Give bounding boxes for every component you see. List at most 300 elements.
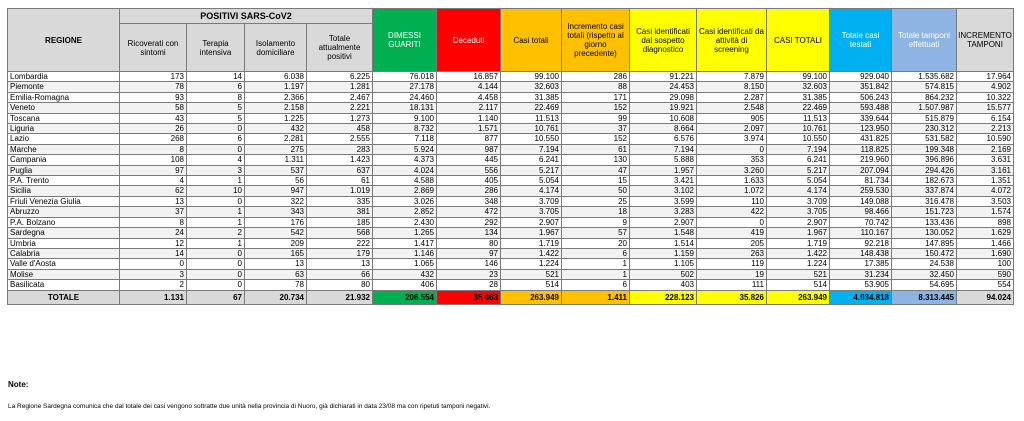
table-cell: 1.571: [437, 124, 501, 134]
table-cell: 4.174: [767, 186, 830, 196]
table-cell: 8: [120, 217, 187, 227]
table-cell: 199.348: [892, 144, 957, 154]
region-name-cell: Campania: [8, 155, 120, 165]
table-cell: 3.102: [630, 186, 697, 196]
table-row: [8, 124, 1014, 134]
table-cell: 219.960: [830, 155, 892, 165]
table-cell: 17.964: [957, 72, 1014, 82]
table-cell: 1.273: [307, 113, 373, 123]
table-cell: 4.588: [373, 176, 437, 186]
region-name-cell: Sicilia: [8, 186, 120, 196]
table-cell: 515.879: [892, 113, 957, 123]
table-cell: 6: [562, 248, 630, 258]
table-cell: 3.503: [957, 196, 1014, 206]
table-cell: 2.548: [697, 103, 767, 113]
table-cell: 514: [767, 280, 830, 290]
table-cell: 0: [697, 217, 767, 227]
table-cell: 343: [245, 207, 307, 217]
table-cell: 1: [562, 269, 630, 279]
header-incremento-casi: Incremento casi totali (rispetto al giorno precedente): [562, 9, 630, 72]
total-testati: 4.934.818: [830, 290, 892, 304]
table-cell: 403: [630, 280, 697, 290]
table-row: [8, 144, 1014, 154]
table-cell: 283: [307, 144, 373, 154]
table-cell: 263: [697, 248, 767, 258]
table-cell: 6: [187, 134, 245, 144]
table-cell: 31.234: [830, 269, 892, 279]
table-cell: 15: [562, 176, 630, 186]
table-cell: 1.535.682: [892, 72, 957, 82]
table-cell: 176: [245, 217, 307, 227]
table-cell: 2: [187, 228, 245, 238]
table-cell: 148.438: [830, 248, 892, 258]
table-cell: 521: [501, 269, 562, 279]
table-cell: 445: [437, 155, 501, 165]
table-cell: 0: [187, 269, 245, 279]
table-cell: 19: [697, 269, 767, 279]
table-cell: 1: [187, 238, 245, 248]
table-cell: 2: [120, 280, 187, 290]
table-cell: 110: [697, 196, 767, 206]
table-cell: 7.118: [373, 134, 437, 144]
table-cell: 5: [187, 103, 245, 113]
table-cell: 25: [562, 196, 630, 206]
region-name-cell: Abruzzo: [8, 207, 120, 217]
table-cell: 1.690: [957, 248, 1014, 258]
table-cell: 348: [437, 196, 501, 206]
table-cell: 80: [437, 238, 501, 248]
table-cell: 2.097: [697, 124, 767, 134]
table-cell: 2.907: [767, 217, 830, 227]
total-incremento-casi: 1.411: [562, 290, 630, 304]
header-casi-totali: Casi totali: [501, 9, 562, 72]
table-cell: 1.417: [373, 238, 437, 248]
table-cell: 130.052: [892, 228, 957, 238]
table-cell: 1.140: [437, 113, 501, 123]
region-name-cell: Lazio: [8, 134, 120, 144]
table-cell: 4.072: [957, 186, 1014, 196]
table-cell: 182.673: [892, 176, 957, 186]
table-cell: 1.719: [501, 238, 562, 248]
table-cell: 1.507.987: [892, 103, 957, 113]
table-cell: 173: [120, 72, 187, 82]
table-row: [8, 113, 1014, 123]
table-cell: 1.224: [767, 259, 830, 269]
table-cell: 286: [437, 186, 501, 196]
total-incremento-tamponi: 94.024: [957, 290, 1014, 304]
table-cell: 432: [373, 269, 437, 279]
region-name-cell: Toscana: [8, 113, 120, 123]
table-cell: 1: [187, 217, 245, 227]
table-cell: 11.513: [501, 113, 562, 123]
header-regione: REGIONE: [8, 9, 120, 72]
table-cell: 130: [562, 155, 630, 165]
table-row: [8, 217, 1014, 227]
table-cell: 396.896: [892, 155, 957, 165]
table-cell: 10: [187, 186, 245, 196]
table-cell: 31.385: [501, 92, 562, 102]
table-cell: 99.100: [501, 72, 562, 82]
table-cell: 1.351: [957, 176, 1014, 186]
table-cell: 22.469: [501, 103, 562, 113]
table-cell: 205: [697, 238, 767, 248]
table-cell: 78: [245, 280, 307, 290]
table-cell: 8.664: [630, 124, 697, 134]
table-cell: 472: [437, 207, 501, 217]
table-cell: 8: [120, 144, 187, 154]
table-cell: 3.631: [957, 155, 1014, 165]
table-cell: 3: [187, 165, 245, 175]
table-row: [8, 248, 1014, 258]
table-cell: 6: [187, 82, 245, 92]
table-cell: 351.842: [830, 82, 892, 92]
table-cell: 10.550: [501, 134, 562, 144]
table-cell: 76.018: [373, 72, 437, 82]
table-cell: 23: [437, 269, 501, 279]
table-cell: 5.054: [501, 176, 562, 186]
table-cell: 92.218: [830, 238, 892, 248]
table-cell: 6.241: [501, 155, 562, 165]
table-cell: 37: [562, 124, 630, 134]
table-cell: 521: [767, 269, 830, 279]
table-cell: 207.094: [830, 165, 892, 175]
table-cell: 1.957: [630, 165, 697, 175]
table-cell: 5.217: [501, 165, 562, 175]
table-cell: 2.117: [437, 103, 501, 113]
table-cell: 1.065: [373, 259, 437, 269]
table-cell: 1.224: [501, 259, 562, 269]
table-cell: 294.426: [892, 165, 957, 175]
table-cell: 514: [501, 280, 562, 290]
table-cell: 531.582: [892, 134, 957, 144]
header-testati: Totale casi testati: [830, 9, 892, 72]
table-cell: 56: [245, 176, 307, 186]
region-name-cell: Emilia-Romagna: [8, 92, 120, 102]
total-deceduti: 35.463: [437, 290, 501, 304]
table-cell: 134: [437, 228, 501, 238]
table-cell: 1.548: [630, 228, 697, 238]
table-cell: 209: [245, 238, 307, 248]
total-casi-2: 263.949: [767, 290, 830, 304]
table-cell: 14: [187, 72, 245, 82]
table-cell: 574.815: [892, 82, 957, 92]
table-cell: 2.221: [307, 103, 373, 113]
region-name-cell: P.A. Trento: [8, 176, 120, 186]
table-cell: 432: [245, 124, 307, 134]
table-cell: 8.150: [697, 82, 767, 92]
table-cell: 0: [187, 124, 245, 134]
table-cell: 3.974: [697, 134, 767, 144]
table-cell: 108: [120, 155, 187, 165]
table-cell: 6.038: [245, 72, 307, 82]
table-cell: 590: [957, 269, 1014, 279]
table-cell: 4: [120, 176, 187, 186]
table-cell: 88: [562, 82, 630, 92]
table-cell: 31.385: [767, 92, 830, 102]
table-cell: 898: [957, 217, 1014, 227]
table-cell: 11.513: [767, 113, 830, 123]
table-cell: 6.576: [630, 134, 697, 144]
table-row: [8, 186, 1014, 196]
table-cell: 353: [697, 155, 767, 165]
table-cell: 1.629: [957, 228, 1014, 238]
table-cell: 335: [307, 196, 373, 206]
table-cell: 2.852: [373, 207, 437, 217]
table-cell: 61: [307, 176, 373, 186]
table-cell: 10.550: [767, 134, 830, 144]
table-cell: 5.888: [630, 155, 697, 165]
table-cell: 8: [187, 92, 245, 102]
header-positivi: POSITIVI SARS-CoV2: [120, 9, 373, 24]
table-cell: 50: [562, 186, 630, 196]
table-cell: 165: [245, 248, 307, 258]
table-cell: 16.857: [437, 72, 501, 82]
table-cell: 22.469: [767, 103, 830, 113]
table-cell: 63: [245, 269, 307, 279]
table-cell: 2.869: [373, 186, 437, 196]
header-isolamento: Isolamento domiciliare: [245, 24, 307, 72]
table-row: [8, 155, 1014, 165]
table-cell: 99.100: [767, 72, 830, 82]
table-cell: 864.232: [892, 92, 957, 102]
table-cell: 458: [307, 124, 373, 134]
table-cell: 0: [187, 259, 245, 269]
table-row: [8, 176, 1014, 186]
table-row: [8, 196, 1014, 206]
table-cell: 5.054: [767, 176, 830, 186]
region-name-cell: Marche: [8, 144, 120, 154]
total-isolamento: 20.734: [245, 290, 307, 304]
table-cell: 4.024: [373, 165, 437, 175]
table-cell: 422: [697, 207, 767, 217]
notes-text: La Regione Sardegna comunica che dal totale dei casi vengono sottratte due unità nella provincia di Nuoro, già dichiarati in data 23/08 ma con ripetuti tamponi negativi.: [8, 403, 491, 410]
covid-table-container: [7, 8, 1014, 305]
total-terapia: 67: [187, 290, 245, 304]
table-cell: 268: [120, 134, 187, 144]
totals-row: [8, 290, 1014, 304]
table-cell: 10.761: [501, 124, 562, 134]
table-cell: 29.098: [630, 92, 697, 102]
table-cell: 62: [120, 186, 187, 196]
table-cell: 275: [245, 144, 307, 154]
table-cell: 146: [437, 259, 501, 269]
table-row: [8, 238, 1014, 248]
table-cell: 322: [245, 196, 307, 206]
table-row: [8, 280, 1014, 290]
table-cell: 6: [562, 280, 630, 290]
table-cell: 99: [562, 113, 630, 123]
table-cell: 554: [957, 280, 1014, 290]
table-cell: 6.154: [957, 113, 1014, 123]
region-name-cell: Piemonte: [8, 82, 120, 92]
table-cell: 431.825: [830, 134, 892, 144]
table-cell: 8.732: [373, 124, 437, 134]
table-cell: 37: [120, 207, 187, 217]
table-cell: 1.197: [245, 82, 307, 92]
table-cell: 316.478: [892, 196, 957, 206]
header-tamponi: Totale tamponi effettuati: [892, 9, 957, 72]
table-cell: 1.225: [245, 113, 307, 123]
table-cell: 1.311: [245, 155, 307, 165]
table-cell: 10.322: [957, 92, 1014, 102]
table-cell: 133.436: [892, 217, 957, 227]
table-cell: 20: [562, 238, 630, 248]
table-cell: 80: [307, 280, 373, 290]
table-cell: 1.967: [767, 228, 830, 238]
region-name-cell: Sardegna: [8, 228, 120, 238]
table-cell: 1.466: [957, 238, 1014, 248]
table-cell: 147.895: [892, 238, 957, 248]
table-cell: 24.538: [892, 259, 957, 269]
total-dimessi: 206.554: [373, 290, 437, 304]
table-cell: 6.241: [767, 155, 830, 165]
table-cell: 1.633: [697, 176, 767, 186]
table-cell: 2.366: [245, 92, 307, 102]
table-cell: 286: [562, 72, 630, 82]
table-cell: 3.260: [697, 165, 767, 175]
table-cell: 97: [120, 165, 187, 175]
covid-region-table: [7, 8, 1014, 305]
table-cell: 987: [437, 144, 501, 154]
table-cell: 3.161: [957, 165, 1014, 175]
table-cell: 2.158: [245, 103, 307, 113]
table-cell: 179: [307, 248, 373, 258]
table-cell: 32.603: [501, 82, 562, 92]
table-row: [8, 72, 1014, 82]
table-cell: 7.194: [630, 144, 697, 154]
table-cell: 339.644: [830, 113, 892, 123]
table-cell: 1.422: [501, 248, 562, 258]
table-cell: 6.225: [307, 72, 373, 82]
table-cell: 4.174: [501, 186, 562, 196]
table-cell: 2.281: [245, 134, 307, 144]
table-cell: 150.472: [892, 248, 957, 258]
table-cell: 7.194: [767, 144, 830, 154]
table-cell: 7.879: [697, 72, 767, 82]
header-sospetto: Casi identificati dal sospetto diagnostico: [630, 9, 697, 72]
table-cell: 593.488: [830, 103, 892, 113]
table-cell: 171: [562, 92, 630, 102]
table-cell: 0: [697, 144, 767, 154]
table-cell: 3.709: [501, 196, 562, 206]
region-name-cell: Umbria: [8, 238, 120, 248]
table-row: [8, 103, 1014, 113]
table-cell: 1.019: [307, 186, 373, 196]
table-cell: 98.466: [830, 207, 892, 217]
table-cell: 93: [120, 92, 187, 102]
table-cell: 2.169: [957, 144, 1014, 154]
table-cell: 57: [562, 228, 630, 238]
table-cell: 18: [562, 207, 630, 217]
total-sospetto: 228.123: [630, 290, 697, 304]
table-row: [8, 207, 1014, 217]
table-cell: 43: [120, 113, 187, 123]
table-cell: 2.430: [373, 217, 437, 227]
region-name-cell: Calabria: [8, 248, 120, 258]
total-screening: 35.826: [697, 290, 767, 304]
table-cell: 259.530: [830, 186, 892, 196]
table-cell: 91.221: [630, 72, 697, 82]
table-cell: 28: [437, 280, 501, 290]
table-row: [8, 269, 1014, 279]
region-name-cell: Lombardia: [8, 72, 120, 82]
table-cell: 97: [437, 248, 501, 258]
table-cell: 0: [187, 280, 245, 290]
table-cell: 24: [120, 228, 187, 238]
table-cell: 1: [187, 207, 245, 217]
region-name-cell: Molise: [8, 269, 120, 279]
table-cell: 1: [562, 259, 630, 269]
table-cell: 2.287: [697, 92, 767, 102]
table-cell: 929.040: [830, 72, 892, 82]
table-cell: 556: [437, 165, 501, 175]
table-cell: 78: [120, 82, 187, 92]
table-cell: 222: [307, 238, 373, 248]
notes-title: Note:: [8, 380, 29, 389]
table-cell: 152: [562, 134, 630, 144]
table-cell: 0: [187, 144, 245, 154]
table-cell: 1.265: [373, 228, 437, 238]
table-cell: 14: [120, 248, 187, 258]
table-row: [8, 92, 1014, 102]
table-cell: 2.907: [630, 217, 697, 227]
region-name-cell: Valle d'Aosta: [8, 259, 120, 269]
table-cell: 1.146: [373, 248, 437, 258]
header-incremento-tamponi: INCREMENTO TAMPONI: [957, 9, 1014, 72]
table-cell: 10.761: [767, 124, 830, 134]
table-cell: 66: [307, 269, 373, 279]
table-cell: 58: [120, 103, 187, 113]
totals-label: TOTALE: [8, 290, 120, 304]
table-row: [8, 228, 1014, 238]
table-cell: 4.458: [437, 92, 501, 102]
table-cell: 3.599: [630, 196, 697, 206]
table-cell: 26: [120, 124, 187, 134]
table-cell: 3.421: [630, 176, 697, 186]
table-cell: 4.144: [437, 82, 501, 92]
table-cell: 4.902: [957, 82, 1014, 92]
table-cell: 0: [187, 248, 245, 258]
table-cell: 877: [437, 134, 501, 144]
table-row: [8, 82, 1014, 92]
header-totale-positivi: Totale attualmente positivi: [307, 24, 373, 72]
header-casi-totali-2: CASI TOTALI: [767, 9, 830, 72]
header-deceduti: Deceduti: [437, 9, 501, 72]
table-cell: 18.131: [373, 103, 437, 113]
table-cell: 1.281: [307, 82, 373, 92]
table-cell: 0: [120, 259, 187, 269]
table-cell: 3.705: [767, 207, 830, 217]
table-cell: 32.603: [767, 82, 830, 92]
table-cell: 3.026: [373, 196, 437, 206]
table-cell: 185: [307, 217, 373, 227]
table-cell: 406: [373, 280, 437, 290]
table-cell: 119: [697, 259, 767, 269]
table-cell: 13: [307, 259, 373, 269]
header-terapia: Terapia intensiva: [187, 24, 245, 72]
table-cell: 27.178: [373, 82, 437, 92]
total-ricoverati: 1.131: [120, 290, 187, 304]
table-cell: 1.719: [767, 238, 830, 248]
table-row: [8, 259, 1014, 269]
table-cell: 947: [245, 186, 307, 196]
table-cell: 1: [187, 176, 245, 186]
table-cell: 123.950: [830, 124, 892, 134]
table-cell: 3.705: [501, 207, 562, 217]
table-cell: 1.514: [630, 238, 697, 248]
table-cell: 47: [562, 165, 630, 175]
table-cell: 292: [437, 217, 501, 227]
